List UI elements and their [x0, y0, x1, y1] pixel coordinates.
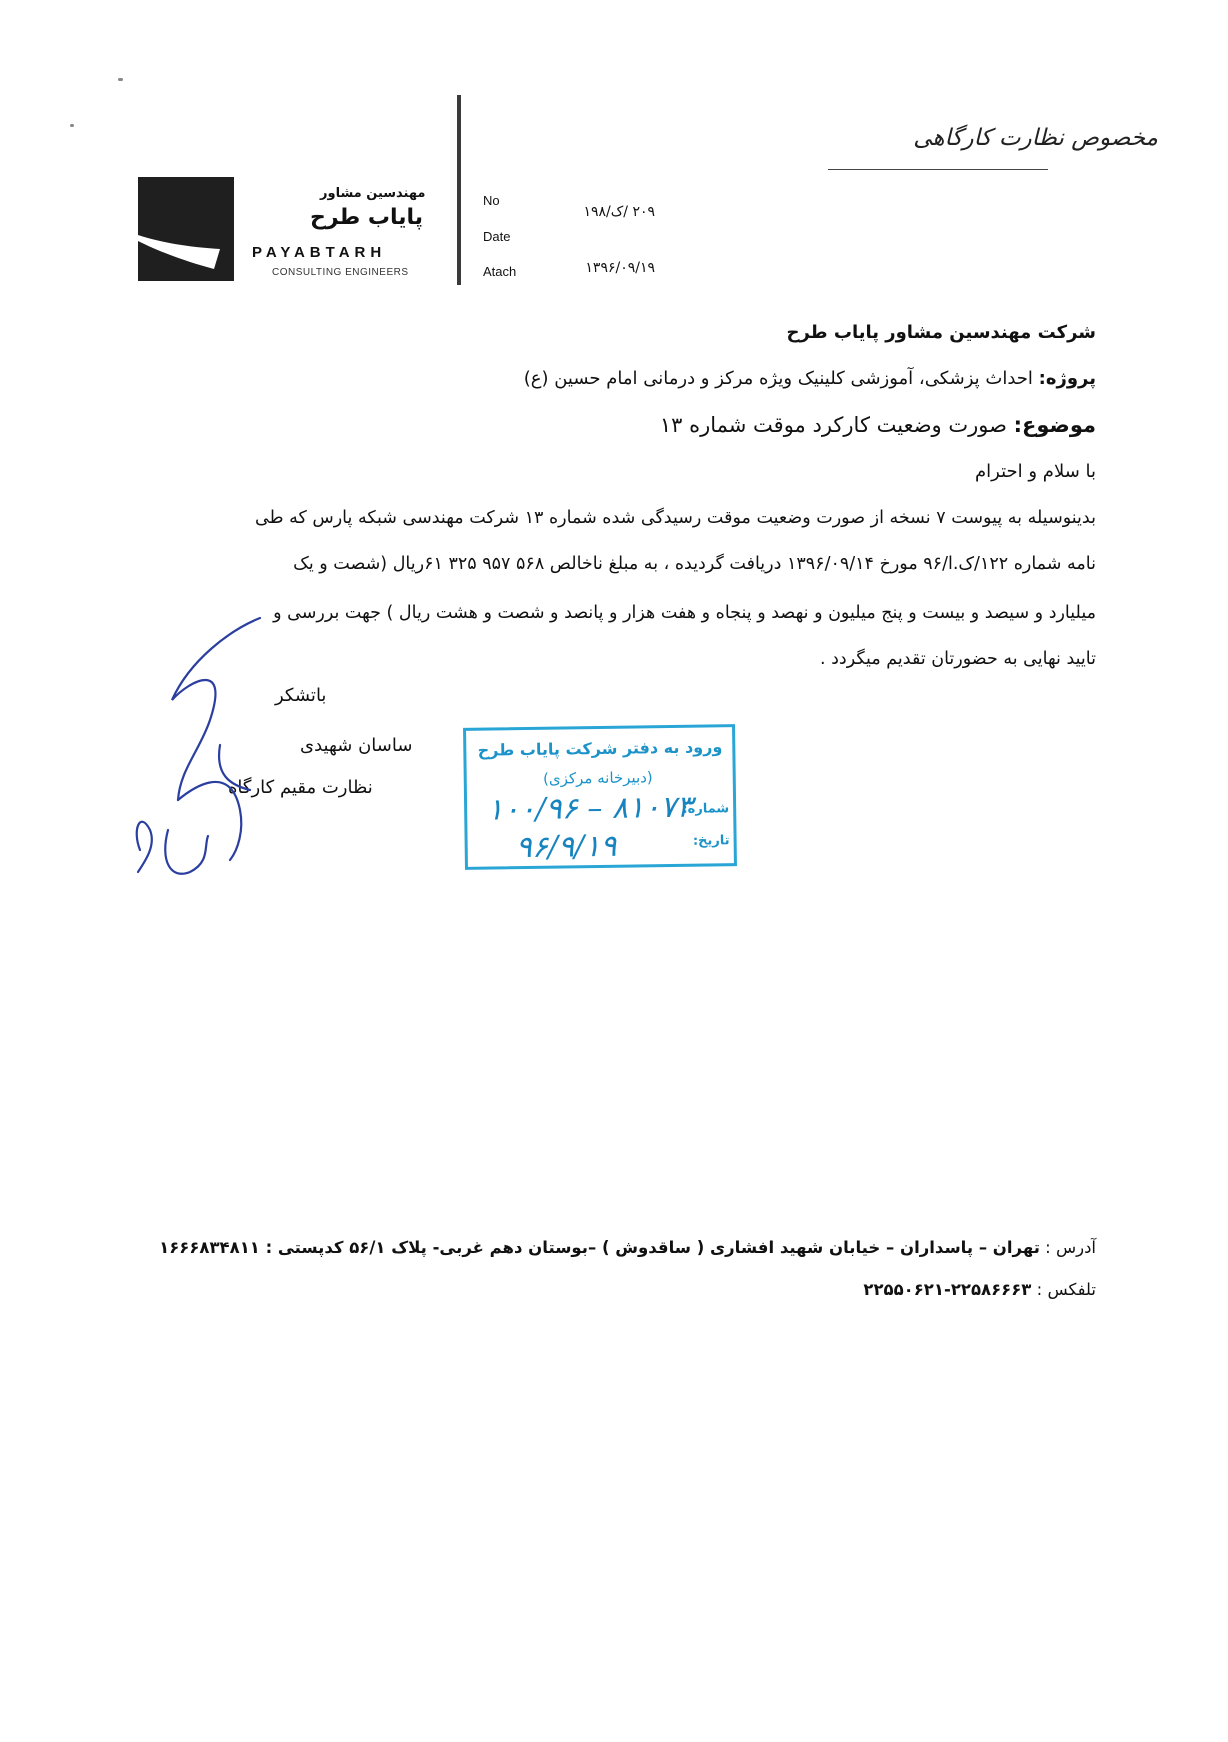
address-text: تهران – پاسداران – خیابان شهید افشاری ( ساقدوش ) –بوستان دهم غربی- پلاک ۵۶/۱ کدپستی : ۱۶۶۶۸۳۴۸۱۱	[159, 1238, 1040, 1257]
logo-persian-subtitle: مهندسین مشاور	[320, 186, 426, 201]
project-text: احداث پزشکی، آموزشی کلینیک ویژه مرکز و درمانی امام حسین (ع)	[523, 368, 1039, 389]
subject-line	[126, 413, 1096, 437]
recipient-company: شرکت مهندسین مشاور پایاب طرح	[786, 322, 1096, 343]
stamp-date-value: ۹۶/۹/۱۹	[515, 828, 617, 866]
project-line	[126, 368, 1096, 389]
meta-no-label: No	[483, 193, 500, 208]
paragraph-line: بدینوسیله به پیوست ۷ نسخه از صورت وضعیت موقت رسیدگی شده شماره ۱۳ شرکت مهندسی شبکه پارس که طی	[255, 508, 1096, 528]
paragraph-line: میلیارد و سیصد و بیست و پنج میلیون و نهصد و پنجاه و هفت هزار و پانصد و شصت و هشت ریال ) جهت بررسی و	[273, 603, 1096, 623]
stamp-number-label: شماره:	[682, 801, 730, 817]
subject-label: موضوع:	[1013, 413, 1096, 437]
scan-speck	[118, 78, 123, 81]
note-underline	[828, 169, 1048, 170]
logo-persian-name: پایاب طرح	[310, 205, 424, 230]
meta-date-label: Date	[483, 229, 511, 244]
meta-atach-label: Atach	[483, 264, 517, 279]
stamp-title: ورود به دفتر شرکت پایاب طرح	[477, 737, 723, 760]
meta-atach-value: ۱۳۹۶/۰۹/۱۹	[585, 260, 655, 276]
handwritten-note	[913, 125, 1158, 151]
company-logo-mark	[138, 177, 234, 281]
stamp-number-value: ۱۰۰/۹۶ – ۸۱۰۷۳	[486, 789, 693, 828]
stamp-date-label: تاریخ:	[692, 833, 730, 849]
meta-no-value: ۲۰۹ /ک/۱۹۸	[583, 204, 655, 220]
phone-text: ۲۲۵۸۶۶۶۳-۲۲۵۵۰۶۲۱	[863, 1280, 1032, 1299]
paragraph-line: تایید نهایی به حضورتان تقدیم میگردد .	[820, 649, 1096, 669]
closing-text: باتشکر	[275, 685, 327, 706]
phone-label: تلفکس :	[1031, 1280, 1096, 1299]
greeting: با سلام و احترام	[975, 461, 1096, 482]
receipt-stamp	[463, 724, 737, 870]
logo-swoosh-icon	[138, 177, 234, 281]
logo-english-subtitle: CONSULTING ENGINEERS	[272, 267, 409, 278]
handwritten-signature-icon	[120, 610, 340, 910]
footer-address	[96, 1238, 1096, 1257]
signer-title: نظارت مقیم کارگاه	[228, 777, 373, 798]
paragraph-line: نامه شماره ۱۲۲/ک.ا/۹۶ مورخ ۱۳۹۶/۰۹/۱۴ دریافت گردیده ، به مبلغ ناخالص ۵۶۸ ۹۵۷ ۳۲۵ ۶۱ریال (شصت و یک	[293, 554, 1096, 574]
address-label: آدرس :	[1039, 1238, 1096, 1257]
logo-english-name: PAYABTARH	[252, 244, 387, 261]
project-label: پروژه:	[1038, 368, 1096, 389]
subject-text: صورت وضعیت کارکرد موقت شماره ۱۳	[659, 413, 1014, 437]
header-divider	[457, 95, 461, 285]
signer-name: ساسان شهیدی	[300, 735, 413, 756]
stamp-subtitle: (دبیرخانه مرکزی)	[542, 768, 653, 788]
footer-phone	[96, 1280, 1096, 1299]
scan-speck	[70, 124, 74, 127]
handwritten-note-text: مخصوص نظارت کارگاهی	[913, 125, 1158, 151]
